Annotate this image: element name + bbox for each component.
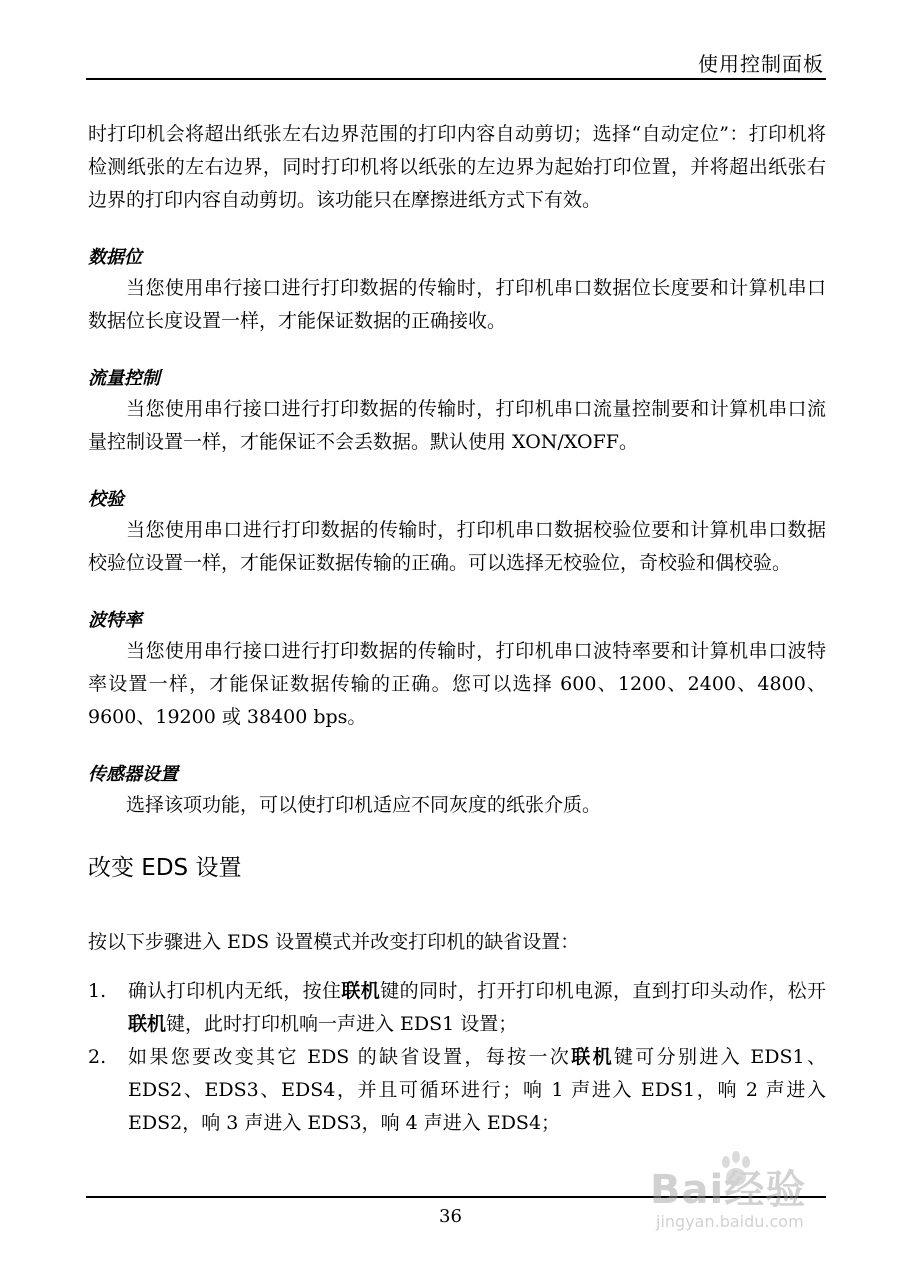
section-baud-rate	[88, 607, 826, 734]
step-number: 1.	[88, 980, 107, 1002]
section-body: 当您使用串口进行打印数据的传输时，打印机串口数据校验位要和计算机串口数据校验位设置一样，才能保证数据传输的正确。可以选择无校验位，奇校验和偶校验。	[88, 519, 826, 574]
section-body: 选择该项功能，可以使打印机适应不同灰度的纸张介质。	[126, 794, 602, 816]
section-body: 当您使用串行接口进行打印数据的传输时，打印机串口流量控制要和计算机串口流量控制设置一样，才能保证不会丢数据。默认使用 XON/XOFF。	[88, 398, 826, 453]
online-key-label: 联机	[571, 1046, 614, 1068]
section-flow-control	[88, 365, 826, 459]
list-item	[88, 1041, 826, 1140]
section-sensor	[88, 761, 826, 822]
section-parity	[88, 486, 826, 580]
page-number: 36	[439, 1206, 462, 1227]
step-text: 键可分别进入 EDS1、EDS2、EDS3、EDS4，并且可循环进行；响 1 声进入 EDS1，响 2 声进入 EDS2，响 3 声进入 EDS3，响 4 声进入 EDS4；	[128, 1046, 826, 1134]
step-text: 确认打印机内无纸，按住	[128, 980, 342, 1002]
watermark-brand: Bai经验	[650, 1167, 807, 1213]
section-data-bits	[88, 244, 826, 338]
watermark-url: jingyan.baidu.com	[656, 1212, 804, 1231]
list-item	[88, 975, 826, 1041]
section-title: 流量控制	[88, 368, 160, 389]
section-body: 当您使用串行接口进行打印数据的传输时，打印机串口波特率要和计算机串口波特率设置一样，才能保证数据传输的正确。您可以选择 600、1200、2400、4800、9600、19200 或 38400 bps。	[88, 640, 826, 728]
step-number: 2.	[88, 1046, 107, 1068]
intro-paragraph: 时打印机会将超出纸张左右边界范围的打印内容自动剪切；选择“自动定位”：打印机将检测纸张的左右边界，同时打印机将以纸张的左边界为起始打印位置，并将超出纸张右边界的打印内容自动剪切。该功能只在摩擦进纸方式下有效。	[88, 123, 826, 211]
page-header	[86, 46, 826, 80]
eds-intro: 按以下步骤进入 EDS 设置模式并改变打印机的缺省设置：	[88, 931, 580, 953]
section-title: 波特率	[88, 610, 142, 631]
step-text: 如果您要改变其它 EDS 的缺省设置，每按一次	[128, 1046, 572, 1068]
eds-steps-list	[88, 975, 826, 1140]
step-text: 键的同时，打开打印机电源，直到打印头动作，松开	[380, 980, 826, 1002]
baidu-watermark	[650, 1150, 860, 1250]
eds-heading: 改变 EDS 设置	[88, 855, 242, 881]
online-key-label: 联机	[341, 980, 381, 1002]
header-title: 使用控制面板	[698, 52, 824, 76]
section-title: 数据位	[88, 247, 142, 268]
section-body: 当您使用串行接口进行打印数据的传输时，打印机串口数据位长度要和计算机串口数据位长度设置一样，才能保证数据的正确接收。	[88, 277, 826, 332]
section-title: 传感器设置	[88, 764, 178, 785]
step-text: 键，此时打印机响一声进入 EDS1 设置；	[166, 1013, 518, 1035]
page-content	[88, 118, 826, 1140]
section-title: 校验	[88, 489, 124, 510]
online-key-label: 联机	[128, 1013, 167, 1035]
